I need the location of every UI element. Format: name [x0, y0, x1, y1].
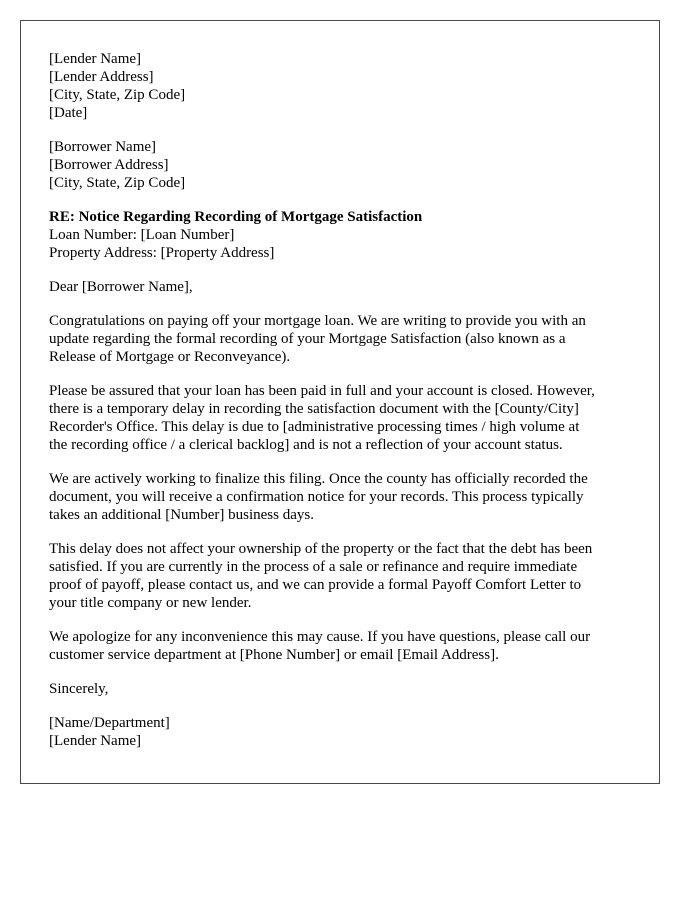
sender-address-block: [49, 50, 631, 122]
sender-name: [Lender Name]: [49, 51, 142, 67]
body-paragraph-2: Please be assured that your loan has been paid in full and your account is closed. However, there is a temporary delay in recording the satisfaction document with the [County/City] Recorder's Office. This delay is due to [administrative processing times / high volume at the recording office / a clerical backlog] and is not a reflection of your account status.: [49, 383, 595, 453]
property-address-line: Property Address: [Property Address]: [49, 245, 275, 261]
letter-date: [Date]: [49, 105, 88, 121]
body-paragraph-3: We are actively working to finalize this filing. Once the county has officially recorded the document, you will receive a confirmation notice for your records. This process typically takes an additional [Number] business days.: [49, 471, 588, 523]
subject-line: RE: Notice Regarding Recording of Mortgage Satisfaction: [49, 209, 423, 225]
recipient-city-state-zip: [City, State, Zip Code]: [49, 175, 186, 191]
reference-block: [49, 208, 631, 262]
closing: Sincerely,: [49, 681, 109, 697]
body-paragraph-4: This delay does not affect your ownership of the property or the fact that the debt has been satisfied. If you are currently in the process of a sale or refinance and require immediate proof of payoff, please contact us, and we can provide a formal Payoff Comfort Letter to your title company or new lender.: [49, 541, 593, 611]
recipient-address-block: [49, 138, 631, 192]
body-paragraph-5: We apologize for any inconvenience this may cause. If you have questions, please call our customer service department at [Phone Number] or email [Email Address].: [49, 629, 591, 663]
sender-address: [Lender Address]: [49, 69, 154, 85]
signature-block: [49, 714, 631, 750]
loan-number-line: Loan Number: [Loan Number]: [49, 227, 235, 243]
signature-lender-name: [Lender Name]: [49, 733, 142, 749]
body-paragraph-1: Congratulations on paying off your mortgage loan. We are writing to provide you with an update regarding the formal recording of your Mortgage Satisfaction (also known as a Release of Mortgage or Reconveyance).: [49, 313, 586, 365]
signature-name-department: [Name/Department]: [49, 715, 170, 731]
recipient-name: [Borrower Name]: [49, 139, 157, 155]
recipient-address: [Borrower Address]: [49, 157, 169, 173]
sender-city-state-zip: [City, State, Zip Code]: [49, 87, 186, 103]
letter-document: [20, 20, 660, 784]
salutation: Dear [Borrower Name],: [49, 279, 193, 295]
